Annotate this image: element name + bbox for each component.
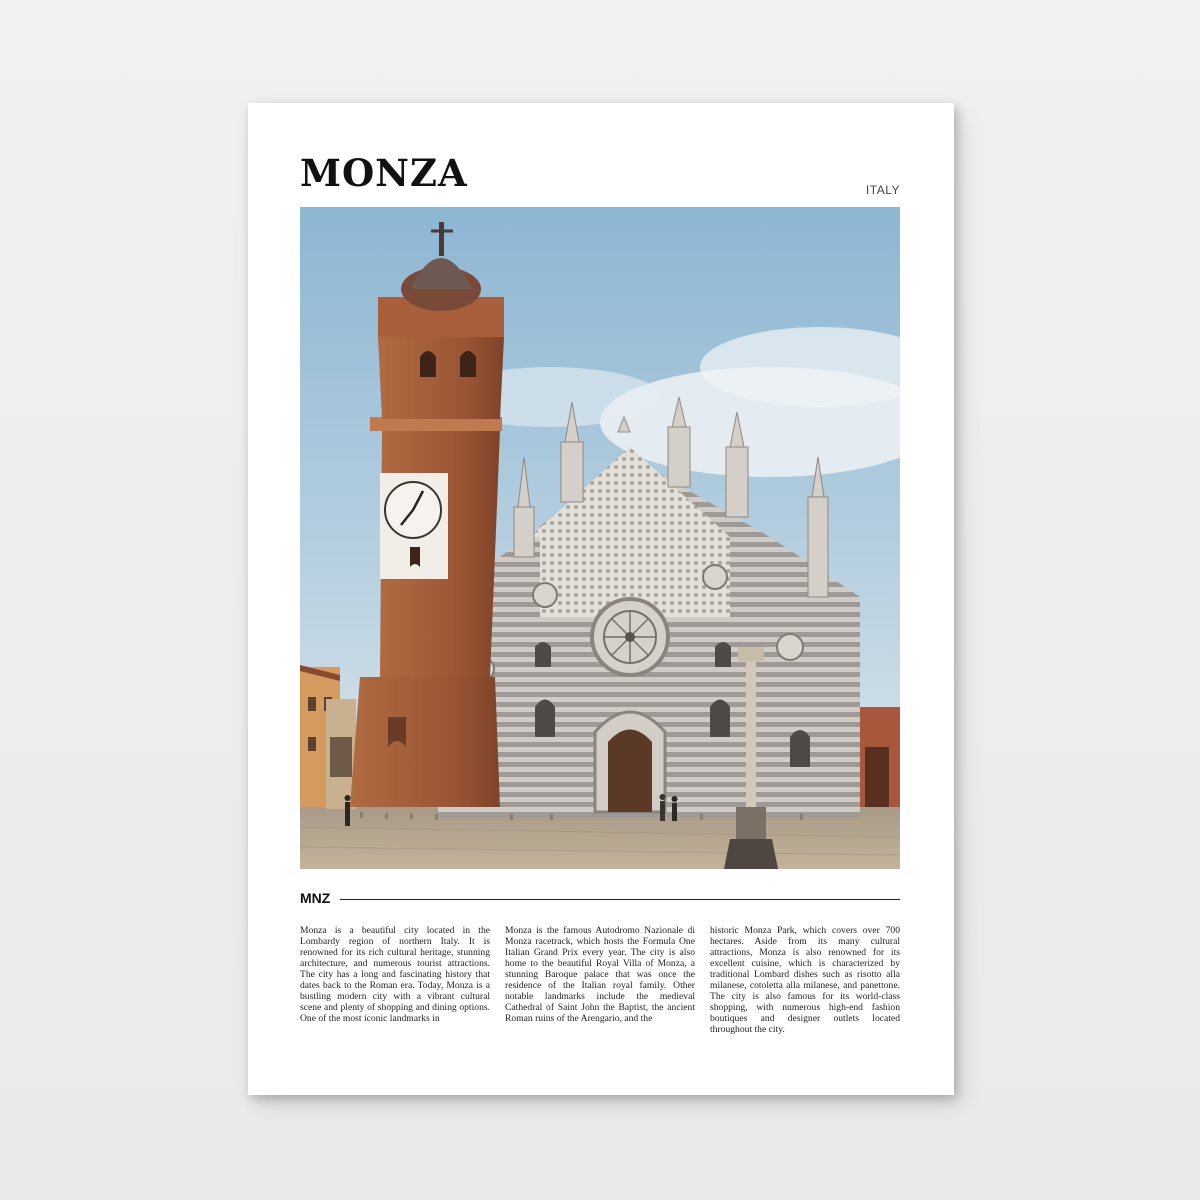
code-row — [300, 889, 900, 907]
city-code: MNZ — [300, 890, 331, 906]
description-columns — [300, 925, 900, 1035]
country-label: ITALY — [865, 183, 900, 197]
poster — [248, 103, 954, 1095]
cathedral-photo — [300, 207, 900, 869]
description-column-2: Monza is the famous Autodromo Nazionale di Monza racetrack, which hosts the Formula One Italian Grand Prix every year. The city is also home to the beautiful Royal Villa of Monza, a stunning Baroque palace that was once the residence of the Italian royal family. Other notable landmarks include the medieval Cathedral of Saint John the Baptist, the ancient Roman ruins of the Arengario, and the — [505, 925, 695, 1024]
divider-rule — [340, 899, 900, 900]
description-column-1: Monza is a beautiful city located in the Lombardy region of northern Italy. It is renowned for its rich cultural heritage, stunning architecture, and numerous tourist attractions. The city has a long and fascinating history that dates back to the Roman era. Today, Monza is a bustling modern city with a vibrant cultural scene and plenty of shopping and dining options. One of the most iconic landmarks in — [300, 925, 490, 1024]
poster-title: MONZA — [300, 151, 468, 195]
description-column-3: historic Monza Park, which covers over 700 hectares. Aside from its many cultural attractions, Monza is also renowned for its excellent cuisine, which is characterized by traditional Lombard dishes such as risotto alla milanese, cotoletta alla milanese, and panettone. The city is also famous for its world-class shopping, with numerous high-end fashion boutiques and designer outlets located throughout the city. — [710, 925, 900, 1035]
